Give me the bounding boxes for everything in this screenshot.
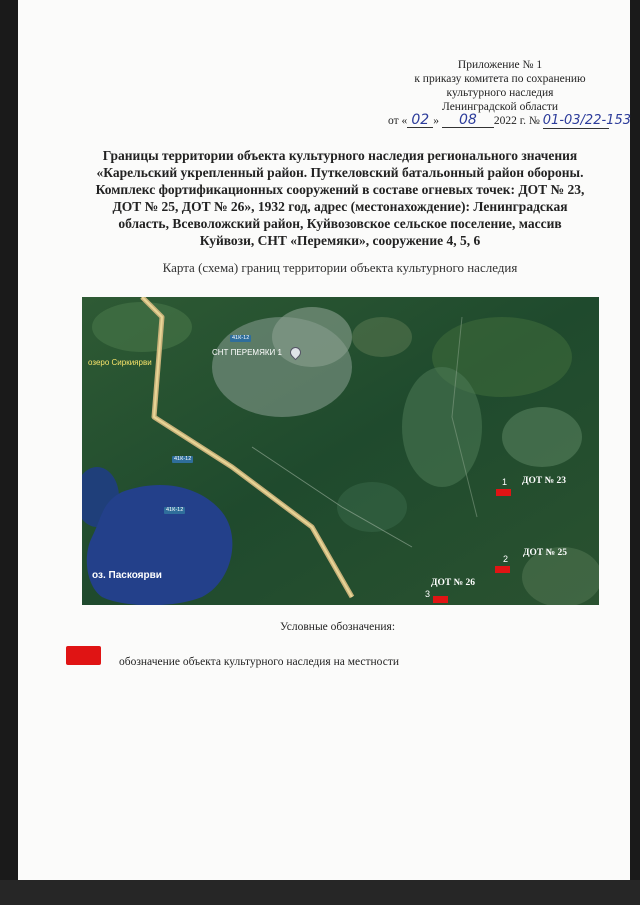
heritage-marker-1 (496, 489, 511, 496)
annex-line: Ленинградской области (441, 101, 559, 113)
date-prefix: от « (388, 115, 408, 127)
marker-number: 2 (503, 554, 509, 564)
title-line: Комплекс фортификационных сооружений в составе огневых точек: ДОТ № 23, (95, 182, 585, 197)
title-line: область, Всеволожский район, Куйвозовское сельское поселение, массив (118, 216, 562, 231)
snt-peremyaki-label: СНТ ПЕРЕМЯКИ 1 (212, 348, 282, 357)
legend-title: Условные обозначения: (280, 621, 396, 633)
annex-line: Приложение № 1 (457, 59, 543, 71)
title-line: ДОТ № 25, ДОТ № 26», 1932 год, адрес (местонахождение): Ленинградская (112, 199, 568, 214)
heritage-marker-2 (495, 566, 510, 573)
title-line: Границы территории объекта культурного наследия регионального значения (102, 148, 578, 163)
lake-paskojarvi-label: оз. Паскоярви (92, 570, 162, 581)
map-caption: Карта (схема) границ территории объекта культурного наследия (162, 260, 518, 275)
title-line: «Карельский укрепленный район. Путкеловский батальонный район обороны. (96, 165, 584, 180)
heritage-marker-3 (433, 596, 448, 603)
lake-sirkijarvi-label: озеро Сиркиярви (88, 358, 152, 367)
map-imagery (82, 297, 599, 605)
date-year: 2022 г. № (493, 115, 540, 127)
satellite-map (82, 297, 599, 605)
annex-header (380, 58, 620, 114)
road-number-label: 41К-12 (166, 507, 184, 513)
marker-label: ДОТ № 26 (431, 578, 476, 588)
scan-border (0, 880, 640, 905)
date-day-close: » (433, 115, 439, 127)
handwritten-day: 02 (407, 113, 433, 128)
annex-line: к приказу комитета по сохранению (414, 73, 586, 85)
handwritten-order-number: 01-03/22-153 (542, 113, 631, 128)
marker-number: 1 (502, 477, 508, 487)
legend-item-text: обозначение объекта культурного наследия на местности (119, 656, 399, 668)
document-title (60, 147, 620, 249)
order-date-line (388, 112, 631, 129)
legend-swatch (66, 646, 101, 665)
marker-number: 3 (425, 589, 431, 599)
title-line: Куйвози, СНТ «Перемяки», сооружение 4, 5, 6 (199, 233, 481, 248)
road-number-label: 41К-12 (232, 335, 250, 341)
annex-line: культурного наследия (446, 87, 554, 99)
marker-label: ДОТ № 23 (522, 476, 567, 486)
marker-label: ДОТ № 25 (523, 548, 568, 558)
road-number-label: 41К-12 (174, 456, 192, 462)
handwritten-month: 08 (442, 113, 494, 128)
